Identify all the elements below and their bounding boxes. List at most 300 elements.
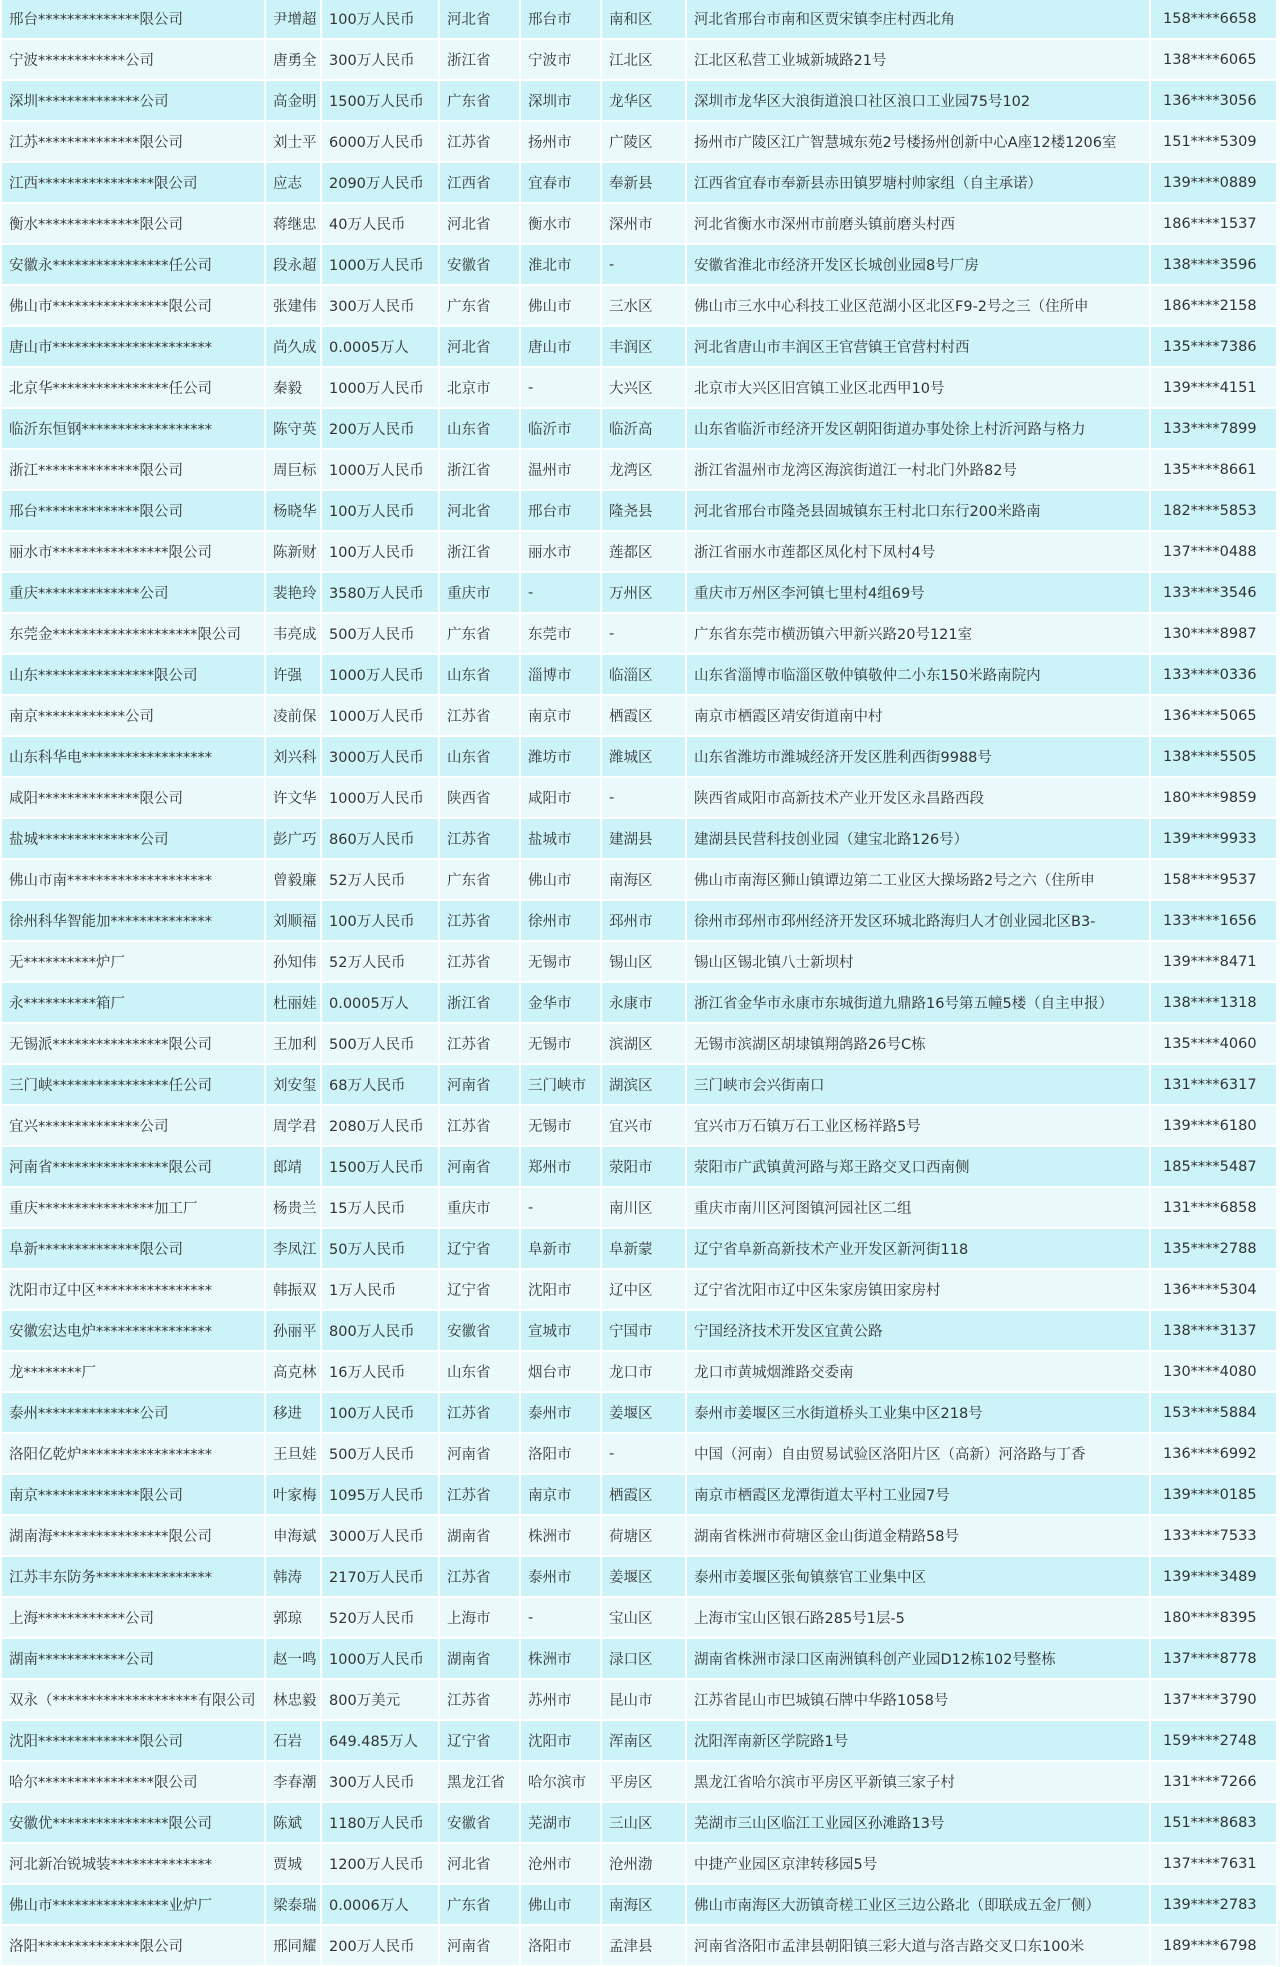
city-cell: 邢台市 [520,0,601,39]
registered-capital-cell: 1180万人民币 [321,1802,439,1843]
legal-person-cell: 尹增超 [265,0,321,39]
legal-person-cell: 孙丽平 [265,1310,321,1351]
district-cell: 姜堰区 [601,1392,686,1433]
province-cell: 江苏省 [439,1392,520,1433]
phone-cell: 133****1656 [1150,900,1277,941]
address-cell: 扬州市广陵区江广智慧城东苑2号楼扬州创新中心A座12楼1206室 [686,121,1150,162]
company-name-cell: 徐州科华智能加************** [1,900,265,941]
company-name-cell: 佛山市****************限公司 [1,285,265,326]
company-name-cell: 安徽永****************任公司 [1,244,265,285]
phone-cell: 133****3546 [1150,572,1277,613]
legal-person-cell: 刘顺福 [265,900,321,941]
address-cell: 徐州市邳州市邳州经济开发区环城北路海归人才创业园北区B3- [686,900,1150,941]
district-cell: 三水区 [601,285,686,326]
city-cell: 烟台市 [520,1351,601,1392]
district-cell: 大兴区 [601,367,686,408]
legal-person-cell: 陈斌 [265,1802,321,1843]
city-cell: 咸阳市 [520,777,601,818]
table-row [1,39,1277,80]
province-cell: 北京市 [439,367,520,408]
table-row [1,1228,1277,1269]
legal-person-cell: 郎靖 [265,1146,321,1187]
city-cell: 宜春市 [520,162,601,203]
city-cell: 金华市 [520,982,601,1023]
district-cell: 渌口区 [601,1638,686,1679]
legal-person-cell: 移进 [265,1392,321,1433]
address-cell: 山东省淄博市临淄区敬仲镇敬仲二小东150米路南院内 [686,654,1150,695]
address-cell: 黑龙江省哈尔滨市平房区平新镇三家子村 [686,1761,1150,1802]
address-cell: 湖南省株洲市渌口区南洲镇科创产业园D12栋102号整栋 [686,1638,1150,1679]
company-name-cell: 盐城**************公司 [1,818,265,859]
district-cell: 荷塘区 [601,1515,686,1556]
company-name-cell: 唐山市********************** [1,326,265,367]
province-cell: 江西省 [439,162,520,203]
table-row [1,1474,1277,1515]
province-cell: 浙江省 [439,982,520,1023]
address-cell: 三门峡市会兴街南口 [686,1064,1150,1105]
phone-cell: 139****0185 [1150,1474,1277,1515]
address-cell: 佛山市三水中心科技工业区范湖小区北区F9-2号之三（住所申 [686,285,1150,326]
city-cell: 泰州市 [520,1392,601,1433]
table-row [1,162,1277,203]
company-name-cell: 湖南************公司 [1,1638,265,1679]
table-row [1,1761,1277,1802]
registered-capital-cell: 100万人民币 [321,900,439,941]
company-name-cell: 山东****************限公司 [1,654,265,695]
address-cell: 锡山区锡北镇八士新坝村 [686,941,1150,982]
province-cell: 江苏省 [439,1556,520,1597]
table-row [1,1884,1277,1925]
city-cell: 无锡市 [520,941,601,982]
province-cell: 山东省 [439,736,520,777]
registered-capital-cell: 800万人民币 [321,1310,439,1351]
registered-capital-cell: 500万人民币 [321,613,439,654]
phone-cell: 136****5065 [1150,695,1277,736]
city-cell: 临沂市 [520,408,601,449]
province-cell: 湖南省 [439,1638,520,1679]
registered-capital-cell: 860万人民币 [321,818,439,859]
company-name-cell: 永**********箱厂 [1,982,265,1023]
district-cell: - [601,1433,686,1474]
address-cell: 龙口市黄城烟潍路交委南 [686,1351,1150,1392]
address-cell: 重庆市万州区李河镇七里村4组69号 [686,572,1150,613]
address-cell: 河北省邢台市隆尧县固城镇东王村北口东行200米路南 [686,490,1150,531]
city-cell: - [520,1597,601,1638]
city-cell: 洛阳市 [520,1433,601,1474]
province-cell: 山东省 [439,654,520,695]
address-cell: 宜兴市万石镇万石工业区杨祥路5号 [686,1105,1150,1146]
district-cell: 龙湾区 [601,449,686,490]
province-cell: 重庆市 [439,1187,520,1228]
province-cell: 广东省 [439,80,520,121]
company-name-cell: 洛阳亿乾炉****************** [1,1433,265,1474]
city-cell: - [520,1187,601,1228]
phone-cell: 182****5853 [1150,490,1277,531]
registered-capital-cell: 649.485万人 [321,1720,439,1761]
district-cell: 万州区 [601,572,686,613]
address-cell: 泰州市姜堰区三水街道桥头工业集中区218号 [686,1392,1150,1433]
legal-person-cell: 刘兴科 [265,736,321,777]
address-cell: 北京市大兴区旧宫镇工业区北西甲10号 [686,367,1150,408]
phone-cell: 131****7266 [1150,1761,1277,1802]
phone-cell: 139****3489 [1150,1556,1277,1597]
phone-cell: 137****3790 [1150,1679,1277,1720]
company-name-cell: 东莞金********************限公司 [1,613,265,654]
table-row [1,367,1277,408]
address-cell: 荥阳市广武镇黄河路与郑王路交叉口西南侧 [686,1146,1150,1187]
table-row [1,859,1277,900]
address-cell: 沈阳浑南新区学院路1号 [686,1720,1150,1761]
district-cell: 栖霞区 [601,1474,686,1515]
legal-person-cell: 孙知伟 [265,941,321,982]
province-cell: 江苏省 [439,900,520,941]
table-row [1,695,1277,736]
address-cell: 泰州市姜堰区张甸镇蔡官工业集中区 [686,1556,1150,1597]
registered-capital-cell: 40万人民币 [321,203,439,244]
registered-capital-cell: 15万人民币 [321,1187,439,1228]
legal-person-cell: 周巨标 [265,449,321,490]
province-cell: 江苏省 [439,941,520,982]
district-cell: 宜兴市 [601,1105,686,1146]
phone-cell: 137****7631 [1150,1843,1277,1884]
registered-capital-cell: 100万人民币 [321,531,439,572]
phone-cell: 151****8683 [1150,1802,1277,1843]
table-row [1,285,1277,326]
city-cell: 佛山市 [520,1884,601,1925]
table-row [1,818,1277,859]
table-row [1,1638,1277,1679]
registered-capital-cell: 100万人民币 [321,0,439,39]
address-cell: 南京市栖霞区龙潭街道太平村工业园7号 [686,1474,1150,1515]
registered-capital-cell: 800万美元 [321,1679,439,1720]
province-cell: 辽宁省 [439,1228,520,1269]
address-cell: 重庆市南川区河图镇河园社区二组 [686,1187,1150,1228]
phone-cell: 139****9933 [1150,818,1277,859]
city-cell: 盐城市 [520,818,601,859]
registered-capital-cell: 3000万人民币 [321,736,439,777]
province-cell: 山东省 [439,1351,520,1392]
table-row [1,1720,1277,1761]
legal-person-cell: 邢同耀 [265,1925,321,1966]
province-cell: 广东省 [439,285,520,326]
city-cell: 泰州市 [520,1556,601,1597]
address-cell: 江苏省昆山市巴城镇石牌中华路1058号 [686,1679,1150,1720]
legal-person-cell: 杜丽娃 [265,982,321,1023]
company-name-cell: 浙江**************限公司 [1,449,265,490]
address-cell: 浙江省金华市永康市东城街道九鼎路16号第五幢5楼（自主申报） [686,982,1150,1023]
legal-person-cell: 王加利 [265,1023,321,1064]
registered-capital-cell: 520万人民币 [321,1597,439,1638]
address-cell: 中国（河南）自由贸易试验区洛阳片区（高新）河洛路与丁香 [686,1433,1150,1474]
district-cell: 临淄区 [601,654,686,695]
registered-capital-cell: 1200万人民币 [321,1843,439,1884]
district-cell: - [601,613,686,654]
city-cell: - [520,572,601,613]
legal-person-cell: 陈新财 [265,531,321,572]
legal-person-cell: 韩振双 [265,1269,321,1310]
address-cell: 陕西省咸阳市高新技术产业开发区永昌路西段 [686,777,1150,818]
table-row [1,531,1277,572]
province-cell: 河北省 [439,203,520,244]
company-name-cell: 江西****************限公司 [1,162,265,203]
phone-cell: 139****0889 [1150,162,1277,203]
province-cell: 重庆市 [439,572,520,613]
district-cell: 永康市 [601,982,686,1023]
company-name-cell: 深圳**************公司 [1,80,265,121]
phone-cell: 135****4060 [1150,1023,1277,1064]
legal-person-cell: 许文华 [265,777,321,818]
company-name-cell: 重庆**************公司 [1,572,265,613]
address-cell: 无锡市滨湖区胡埭镇翔鸽路26号C栋 [686,1023,1150,1064]
registered-capital-cell: 1000万人民币 [321,449,439,490]
registered-capital-cell: 52万人民币 [321,859,439,900]
company-name-cell: 龙********厂 [1,1351,265,1392]
table-row [1,982,1277,1023]
phone-cell: 135****8661 [1150,449,1277,490]
phone-cell: 159****2748 [1150,1720,1277,1761]
province-cell: 河南省 [439,1146,520,1187]
company-name-cell: 安徽优****************限公司 [1,1802,265,1843]
legal-person-cell: 蒋继忠 [265,203,321,244]
address-cell: 河南省洛阳市孟津县朝阳镇三彩大道与洛吉路交叉口东100米 [686,1925,1150,1966]
company-name-cell: 丽水市****************限公司 [1,531,265,572]
company-name-cell: 佛山市****************业炉厂 [1,1884,265,1925]
city-cell: 苏州市 [520,1679,601,1720]
district-cell: 姜堰区 [601,1556,686,1597]
district-cell: 昆山市 [601,1679,686,1720]
province-cell: 广东省 [439,859,520,900]
address-cell: 山东省潍坊市潍城经济开发区胜利西街9988号 [686,736,1150,777]
table-row [1,1351,1277,1392]
legal-person-cell: 许强 [265,654,321,695]
city-cell: 深圳市 [520,80,601,121]
phone-cell: 139****4151 [1150,367,1277,408]
city-cell: 哈尔滨市 [520,1761,601,1802]
company-name-cell: 河北新冶锐城装************** [1,1843,265,1884]
address-cell: 宁国经济技术开发区宜黄公路 [686,1310,1150,1351]
table-row [1,80,1277,121]
district-cell: 临沂高 [601,408,686,449]
company-name-cell: 重庆****************加工厂 [1,1187,265,1228]
registered-capital-cell: 1000万人民币 [321,777,439,818]
district-cell: 南海区 [601,859,686,900]
phone-cell: 158****6658 [1150,0,1277,39]
registered-capital-cell: 1000万人民币 [321,1638,439,1679]
province-cell: 辽宁省 [439,1720,520,1761]
address-cell: 深圳市龙华区大浪街道浪口社区浪口工业园75号102 [686,80,1150,121]
phone-cell: 138****3596 [1150,244,1277,285]
company-name-cell: 上海************公司 [1,1597,265,1638]
phone-cell: 186****1537 [1150,203,1277,244]
registered-capital-cell: 1000万人民币 [321,244,439,285]
table-row [1,203,1277,244]
legal-person-cell: 杨贵兰 [265,1187,321,1228]
phone-cell: 135****7386 [1150,326,1277,367]
company-name-cell: 湖南海****************限公司 [1,1515,265,1556]
district-cell: 沧州渤 [601,1843,686,1884]
city-cell: 无锡市 [520,1105,601,1146]
address-cell: 江北区私营工业城新城路21号 [686,39,1150,80]
company-name-cell: 河南省****************限公司 [1,1146,265,1187]
city-cell: 丽水市 [520,531,601,572]
province-cell: 广东省 [439,1884,520,1925]
address-cell: 湖南省株洲市荷塘区金山街道金精路58号 [686,1515,1150,1556]
company-name-cell: 无**********炉厂 [1,941,265,982]
legal-person-cell: 杨晓华 [265,490,321,531]
registered-capital-cell: 0.0005万人 [321,982,439,1023]
address-cell: 中捷产业园区京津转移园5号 [686,1843,1150,1884]
table-row [1,1925,1277,1966]
registered-capital-cell: 1500万人民币 [321,80,439,121]
address-cell: 安徽省淮北市经济开发区长城创业园8号厂房 [686,244,1150,285]
address-cell: 河北省唐山市丰润区王官营镇王官营村村西 [686,326,1150,367]
legal-person-cell: 陈守英 [265,408,321,449]
table-row [1,0,1277,39]
district-cell: 锡山区 [601,941,686,982]
table-row [1,1802,1277,1843]
city-cell: 宣城市 [520,1310,601,1351]
district-cell: 广陵区 [601,121,686,162]
table-row [1,1515,1277,1556]
address-cell: 佛山市南海区大沥镇奇槎工业区三边公路北（即联成五金厂侧） [686,1884,1150,1925]
address-cell: 浙江省温州市龙湾区海滨街道江一村北门外路82号 [686,449,1150,490]
registered-capital-cell: 16万人民币 [321,1351,439,1392]
registered-capital-cell: 0.0006万人 [321,1884,439,1925]
company-name-cell: 沈阳市辽中区**************** [1,1269,265,1310]
district-cell: 阜新蒙 [601,1228,686,1269]
company-name-cell: 哈尔****************限公司 [1,1761,265,1802]
legal-person-cell: 段永超 [265,244,321,285]
phone-cell: 185****5487 [1150,1146,1277,1187]
province-cell: 江苏省 [439,695,520,736]
city-cell: 株洲市 [520,1515,601,1556]
legal-person-cell: 秦毅 [265,367,321,408]
phone-cell: 136****6992 [1150,1433,1277,1474]
registered-capital-cell: 1000万人民币 [321,367,439,408]
table-row [1,1433,1277,1474]
city-cell: 佛山市 [520,285,601,326]
legal-person-cell: 李凤江 [265,1228,321,1269]
city-cell: 淮北市 [520,244,601,285]
province-cell: 河南省 [439,1433,520,1474]
province-cell: 河北省 [439,490,520,531]
district-cell: 建湖县 [601,818,686,859]
legal-person-cell: 赵一鸣 [265,1638,321,1679]
province-cell: 安徽省 [439,1802,520,1843]
province-cell: 河北省 [439,1843,520,1884]
company-name-cell: 佛山市南******************** [1,859,265,900]
phone-cell: 180****9859 [1150,777,1277,818]
province-cell: 河南省 [439,1925,520,1966]
city-cell: 邢台市 [520,490,601,531]
company-name-cell: 江苏**************限公司 [1,121,265,162]
city-cell: 郑州市 [520,1146,601,1187]
registered-capital-cell: 2090万人民币 [321,162,439,203]
legal-person-cell: 梁泰瑞 [265,1884,321,1925]
company-name-cell: 宜兴**************公司 [1,1105,265,1146]
address-cell: 辽宁省阜新高新技术产业开发区新河街118 [686,1228,1150,1269]
table-row [1,1269,1277,1310]
legal-person-cell: 林忠毅 [265,1679,321,1720]
address-cell: 江西省宜春市奉新县赤田镇罗塘村帅家组（自主承诺） [686,162,1150,203]
address-cell: 辽宁省沈阳市辽中区朱家房镇田家房村 [686,1269,1150,1310]
legal-person-cell: 高克林 [265,1351,321,1392]
legal-person-cell: 贾城 [265,1843,321,1884]
district-cell: 辽中区 [601,1269,686,1310]
company-name-cell: 邢台**************限公司 [1,0,265,39]
city-cell: 沈阳市 [520,1269,601,1310]
table-row [1,941,1277,982]
legal-person-cell: 凌前保 [265,695,321,736]
province-cell: 浙江省 [439,449,520,490]
company-name-cell: 安徽宏达电炉**************** [1,1310,265,1351]
company-name-cell: 山东科华电****************** [1,736,265,777]
legal-person-cell: 韦亮成 [265,613,321,654]
city-cell: 淄博市 [520,654,601,695]
table-row [1,408,1277,449]
legal-person-cell: 王旦娃 [265,1433,321,1474]
city-cell: 扬州市 [520,121,601,162]
table-row [1,1187,1277,1228]
table-row [1,1064,1277,1105]
city-cell: 潍坊市 [520,736,601,777]
registered-capital-cell: 2170万人民币 [321,1556,439,1597]
district-cell: 深州市 [601,203,686,244]
province-cell: 江苏省 [439,1679,520,1720]
address-cell: 广东省东莞市横沥镇六甲新兴路20号121室 [686,613,1150,654]
company-name-cell: 宁波************公司 [1,39,265,80]
table-row [1,1843,1277,1884]
company-name-cell: 洛阳**************限公司 [1,1925,265,1966]
city-cell: 徐州市 [520,900,601,941]
phone-cell: 133****7899 [1150,408,1277,449]
legal-person-cell: 唐勇全 [265,39,321,80]
district-cell: 栖霞区 [601,695,686,736]
district-cell: - [601,244,686,285]
address-cell: 浙江省丽水市莲都区凤化村下凤村4号 [686,531,1150,572]
legal-person-cell: 刘安玺 [265,1064,321,1105]
district-cell: 湖滨区 [601,1064,686,1105]
table-row [1,244,1277,285]
phone-cell: 133****7533 [1150,1515,1277,1556]
city-cell: 株洲市 [520,1638,601,1679]
registered-capital-cell: 52万人民币 [321,941,439,982]
registered-capital-cell: 68万人民币 [321,1064,439,1105]
company-name-cell: 咸阳**************限公司 [1,777,265,818]
phone-cell: 139****8471 [1150,941,1277,982]
district-cell: 荥阳市 [601,1146,686,1187]
registered-capital-cell: 300万人民币 [321,285,439,326]
province-cell: 江苏省 [439,1105,520,1146]
company-name-cell: 沈阳**************限公司 [1,1720,265,1761]
registered-capital-cell: 2080万人民币 [321,1105,439,1146]
registered-capital-cell: 1095万人民币 [321,1474,439,1515]
district-cell: 南海区 [601,1884,686,1925]
phone-cell: 137****8778 [1150,1638,1277,1679]
address-cell: 河北省衡水市深州市前磨头镇前磨头村西 [686,203,1150,244]
registered-capital-cell: 3000万人民币 [321,1515,439,1556]
registered-capital-cell: 500万人民币 [321,1433,439,1474]
phone-cell: 136****3056 [1150,80,1277,121]
province-cell: 河北省 [439,326,520,367]
city-cell: 东莞市 [520,613,601,654]
company-name-cell: 阜新**************限公司 [1,1228,265,1269]
city-cell: 阜新市 [520,1228,601,1269]
province-cell: 黑龙江省 [439,1761,520,1802]
district-cell: 孟津县 [601,1925,686,1966]
province-cell: 上海市 [439,1597,520,1638]
phone-cell: 138****6065 [1150,39,1277,80]
